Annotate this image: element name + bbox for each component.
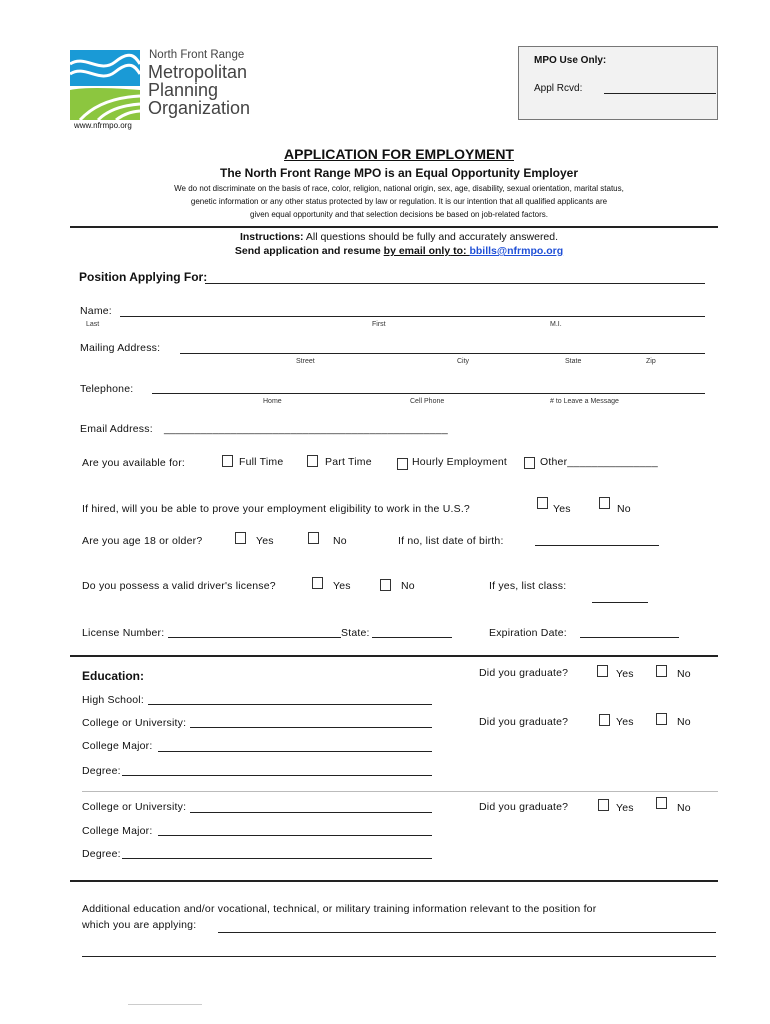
mailing-label: Mailing Address: bbox=[80, 342, 161, 354]
footer-rule bbox=[128, 1004, 202, 1005]
graduate-yes-label-3: Yes bbox=[616, 802, 634, 814]
mpo-use-box bbox=[518, 46, 718, 120]
license-state-label: State: bbox=[341, 627, 370, 639]
license-class-label: If yes, list class: bbox=[489, 580, 567, 592]
license-number-label: License Number: bbox=[82, 627, 165, 639]
graduate-no-checkbox-3[interactable] bbox=[656, 797, 667, 809]
graduate-no-label-3: No bbox=[677, 802, 691, 814]
mailing-field[interactable] bbox=[180, 353, 705, 354]
instructions-label: Instructions: bbox=[239, 231, 304, 243]
graduate-yes-checkbox-3[interactable] bbox=[598, 799, 609, 811]
website[interactable]: www.nfrmpo.org bbox=[74, 121, 132, 130]
telephone-cell-hint: Cell Phone bbox=[410, 398, 445, 405]
eligibility-no-checkbox[interactable] bbox=[599, 497, 610, 509]
name-mi-hint: M.I. bbox=[550, 321, 562, 328]
other-label[interactable]: Other_______________ bbox=[540, 456, 658, 468]
telephone-home-hint: Home bbox=[263, 398, 282, 405]
part-time-label: Part Time bbox=[325, 456, 372, 468]
graduate-no-label-1: No bbox=[677, 668, 691, 680]
email-label: Email Address: bbox=[80, 423, 153, 435]
college-label-1: College or University: bbox=[82, 717, 187, 729]
college-label-2: College or University: bbox=[82, 801, 187, 813]
position-label: Position Applying For: bbox=[79, 270, 208, 284]
divider bbox=[82, 791, 718, 792]
age-question: Are you age 18 or older? bbox=[82, 535, 203, 547]
additional-line-1: Additional education and/or vocational, technical, or military training information relevant to the position for bbox=[82, 903, 597, 915]
eligibility-question: If hired, will you be able to prove your employment eligibility to work in the U.S.? bbox=[82, 503, 470, 515]
graduate-question-3: Did you graduate? bbox=[479, 801, 569, 813]
page-title: APPLICATION FOR EMPLOYMENT bbox=[284, 146, 514, 162]
graduate-yes-label-2: Yes bbox=[616, 716, 634, 728]
position-field[interactable] bbox=[205, 283, 705, 284]
name-first-hint: First bbox=[372, 321, 386, 328]
divider bbox=[70, 880, 718, 882]
graduate-question-1: Did you graduate? bbox=[479, 667, 569, 679]
graduate-yes-label-1: Yes bbox=[616, 668, 634, 680]
mailing-zip-hint: Zip bbox=[646, 358, 656, 365]
degree-label-2: Degree: bbox=[82, 848, 121, 860]
contact-email-link[interactable]: bbills@nfrmpo.org bbox=[469, 245, 564, 257]
eeo-line-3: given equal opportunity and that selection decisions be based on job-related factors. bbox=[250, 210, 548, 219]
license-no-checkbox[interactable] bbox=[380, 579, 391, 591]
appl-rcvd-field[interactable] bbox=[604, 93, 716, 94]
part-time-checkbox[interactable] bbox=[307, 455, 318, 467]
college-major-field-1[interactable] bbox=[158, 751, 432, 752]
other-checkbox[interactable] bbox=[524, 457, 535, 469]
org-name-line1: North Front Range bbox=[149, 49, 245, 61]
org-name-line4: Organization bbox=[148, 98, 251, 118]
age-no-label: No bbox=[333, 535, 347, 547]
send-prefix: Send application and resume bbox=[234, 245, 384, 257]
appl-rcvd-label: Appl Rcvd: bbox=[534, 83, 583, 94]
eligibility-yes-checkbox[interactable] bbox=[537, 497, 548, 509]
dob-field[interactable] bbox=[535, 545, 659, 546]
education-heading: Education: bbox=[82, 669, 144, 683]
eligibility-no-label: No bbox=[617, 503, 631, 515]
org-name-line2: Metropolitan bbox=[148, 62, 248, 82]
additional-field-1[interactable] bbox=[218, 932, 716, 933]
college-major-label-1: College Major: bbox=[82, 740, 153, 752]
license-state-field[interactable] bbox=[372, 637, 452, 638]
eligibility-yes-label: Yes bbox=[553, 503, 571, 515]
send-line bbox=[0, 245, 770, 257]
additional-field-2[interactable] bbox=[82, 956, 716, 957]
hourly-checkbox[interactable] bbox=[397, 458, 408, 470]
telephone-message-hint: # to Leave a Message bbox=[550, 398, 619, 405]
graduate-no-checkbox-1[interactable] bbox=[656, 665, 667, 677]
license-no-label: No bbox=[401, 580, 415, 592]
age-yes-label: Yes bbox=[256, 535, 274, 547]
send-by: by email only bbox=[383, 245, 451, 257]
college-field-1[interactable] bbox=[190, 727, 432, 728]
license-yes-checkbox[interactable] bbox=[312, 577, 323, 589]
mailing-street-hint: Street bbox=[296, 358, 315, 365]
expiration-field[interactable] bbox=[580, 637, 679, 638]
instructions-text: All questions should be fully and accurately answered. bbox=[303, 231, 559, 243]
page-subtitle: The North Front Range MPO is an Equal Opportunity Employer bbox=[219, 166, 579, 180]
logo bbox=[70, 50, 140, 120]
send-to: to: bbox=[450, 245, 470, 257]
expiration-label: Expiration Date: bbox=[489, 627, 567, 639]
license-question: Do you possess a valid driver's license? bbox=[82, 580, 276, 592]
hourly-label: Hourly Employment bbox=[412, 456, 508, 468]
org-name-line3: Planning bbox=[148, 80, 219, 100]
license-number-field[interactable] bbox=[168, 637, 341, 638]
mailing-city-hint: City bbox=[457, 358, 470, 365]
full-time-label: Full Time bbox=[239, 456, 284, 468]
name-label: Name: bbox=[80, 305, 112, 317]
eeo-line-2: genetic information or any other status protected by law or regulation. It is our intention that all qualified applicants are bbox=[190, 197, 608, 206]
college-major-label-2: College Major: bbox=[82, 825, 153, 837]
logo-graphic-icon bbox=[70, 50, 140, 120]
degree-field-2[interactable] bbox=[122, 858, 432, 859]
name-field[interactable] bbox=[120, 316, 705, 317]
graduate-question-2: Did you graduate? bbox=[479, 716, 569, 728]
eeo-line-1: We do not discriminate on the basis of race, color, religion, national origin, sex, age, disability, sexual orientation, marital status, bbox=[174, 184, 624, 193]
high-school-label: High School: bbox=[82, 694, 144, 706]
email-field[interactable]: _______________________________________________ bbox=[164, 423, 448, 435]
instructions-line bbox=[0, 231, 770, 243]
college-major-field-2[interactable] bbox=[158, 835, 432, 836]
telephone-field[interactable] bbox=[152, 393, 705, 394]
graduate-no-checkbox-2[interactable] bbox=[656, 713, 667, 725]
graduate-yes-checkbox-2[interactable] bbox=[599, 714, 610, 726]
divider bbox=[70, 226, 718, 228]
availability-label: Are you available for: bbox=[82, 457, 186, 469]
license-class-field[interactable] bbox=[592, 602, 648, 603]
telephone-label: Telephone: bbox=[80, 383, 134, 395]
full-time-checkbox[interactable] bbox=[222, 455, 233, 467]
mailing-state-hint: State bbox=[565, 358, 582, 365]
mpo-use-title: MPO Use Only: bbox=[534, 55, 607, 66]
name-last-hint: Last bbox=[86, 321, 100, 328]
high-school-field[interactable] bbox=[148, 704, 432, 705]
degree-field-1[interactable] bbox=[122, 775, 432, 776]
additional-line-2: which you are applying: bbox=[82, 919, 197, 931]
degree-label-1: Degree: bbox=[82, 765, 121, 777]
college-field-2[interactable] bbox=[190, 812, 432, 813]
age-yes-checkbox[interactable] bbox=[235, 532, 246, 544]
age-no-checkbox[interactable] bbox=[308, 532, 319, 544]
dob-label: If no, list date of birth: bbox=[398, 535, 504, 547]
graduate-no-label-2: No bbox=[677, 716, 691, 728]
license-yes-label: Yes bbox=[333, 580, 351, 592]
divider bbox=[70, 655, 718, 657]
graduate-yes-checkbox-1[interactable] bbox=[597, 665, 608, 677]
